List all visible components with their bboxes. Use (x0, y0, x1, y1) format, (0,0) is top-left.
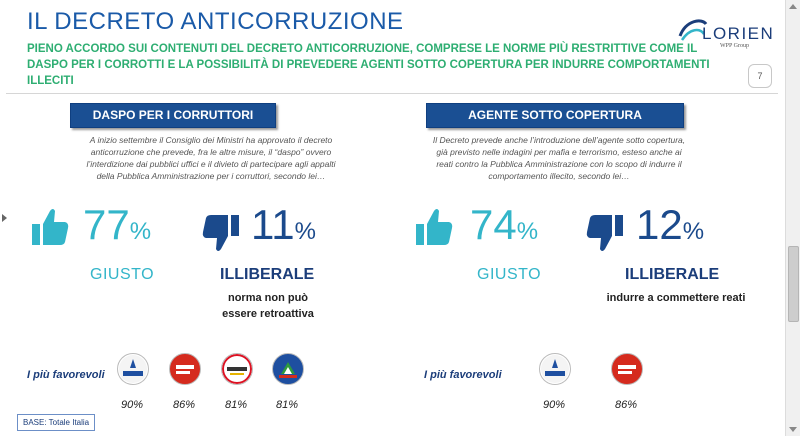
lega-logo (117, 353, 149, 385)
leu-value: 86% (614, 399, 638, 411)
left-description: A inizio settembre il Consiglio dei Ministri ha approvato il decreto anticorruzione che prevede, fra le altre misure, il “daspo” ovvero l’interdizione dai pubblici uffici e il divieto di partecipare agli appalti della Pubblica Amministrazione per i corruttori, secondo lei… (86, 135, 336, 181)
fdi-logo (272, 353, 304, 385)
logo-group: WPP Group (720, 43, 749, 49)
scrollbar-thumb[interactable] (788, 246, 799, 322)
left-negative-unit: % (294, 218, 316, 245)
lega-logo (539, 353, 571, 385)
m5s-value: 81% (224, 399, 248, 411)
left-negative-sublabel: norma non può essere retroattiva (222, 292, 314, 320)
left-negative-label: ILLIBERALE (220, 266, 315, 283)
thumbs-up-icon (414, 207, 454, 247)
left-negative-value (251, 203, 316, 254)
expand-arrow-icon[interactable] (2, 214, 7, 222)
right-favorites-label: I più favorevoli (424, 369, 502, 381)
right-positive-unit: % (516, 218, 539, 245)
right-negative-sublabel: indurre a commettere reati (606, 292, 746, 304)
left-negative-number: 11 (251, 201, 295, 248)
lega-value: 90% (542, 399, 566, 411)
page-title: IL DECRETO ANTICORRUZIONE (27, 8, 404, 35)
leu-logo (169, 353, 201, 385)
scroll-up-icon[interactable] (789, 4, 797, 9)
right-description: Il Decreto prevede anche l’introduzione dell’agente sotto copertura, già previsto nelle indagini per mafia e terrorismo, esteso anche ai reati contro la Pubblica Amministrazione con lo scopo di indurre il comportamento illecito, secondo lei… (432, 135, 686, 181)
right-negative-number: 12 (636, 201, 683, 248)
vertical-scrollbar[interactable] (785, 0, 800, 436)
scroll-down-icon[interactable] (789, 427, 797, 432)
base-note: BASE: Totale Italia (17, 414, 95, 431)
left-positive-value (83, 203, 151, 254)
left-positive-number: 77 (83, 201, 130, 248)
thumbs-down-icon (201, 213, 241, 253)
thumbs-up-icon (30, 207, 70, 247)
right-positive-label: GIUSTO (477, 266, 542, 283)
left-section-header: DASPO PER I CORRUTTORI (70, 103, 276, 128)
leu-value: 86% (172, 399, 196, 411)
header-divider (6, 93, 778, 94)
left-positive-label: GIUSTO (90, 266, 155, 283)
page-number: 7 (748, 64, 772, 88)
left-positive-unit: % (129, 218, 152, 245)
right-section-header: AGENTE SOTTO COPERTURA (426, 103, 684, 128)
fdi-value: 81% (275, 399, 299, 411)
lorien-logo (676, 14, 776, 54)
leu-logo (611, 353, 643, 385)
thumbs-down-icon (585, 213, 625, 253)
left-favorites-label: I più favorevoli (27, 369, 105, 381)
right-negative-unit: % (682, 218, 705, 245)
right-negative-label: ILLIBERALE (625, 266, 720, 283)
logo-name: LORIEN (702, 24, 775, 43)
page-subtitle: PIENO ACCORDO SUI CONTENUTI DEL DECRETO ANTICORRUZIONE, COMPRESE LE NORME PIÙ RESTRITTIVE COME IL DASPO PER I CORROTTI E LA POSSIBILITÀ DI PREVEDERE AGENTI SOTTO COPERTURA PER INDURRE COMPORTAMENTI ILLECITI (27, 43, 710, 87)
right-positive-value (470, 203, 538, 254)
right-negative-value (636, 203, 704, 254)
right-positive-number: 74 (470, 201, 517, 248)
m5s-logo (221, 353, 253, 385)
lega-value: 90% (120, 399, 144, 411)
